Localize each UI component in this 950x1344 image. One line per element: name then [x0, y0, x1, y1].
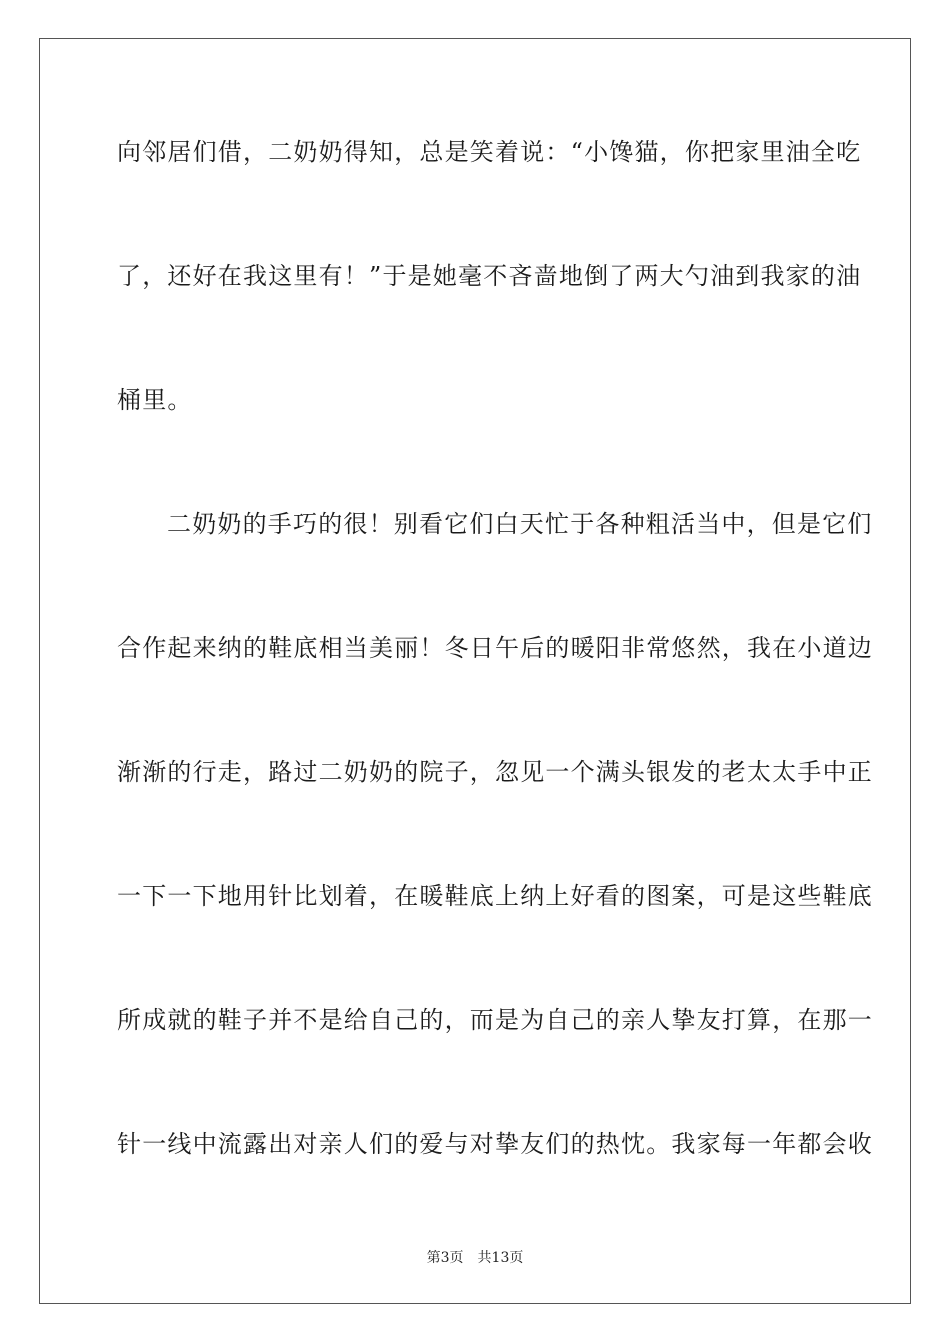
text-line-5: 合作起来纳的鞋底相当美丽！冬日午后的暖阳非常悠然，我在小道边	[117, 634, 873, 662]
text-line-4	[117, 509, 873, 539]
text-line-6: 渐渐的行走，路过二奶奶的院子，忽见一个满头银发的老太太手中正	[117, 758, 873, 786]
page-border	[39, 38, 911, 1304]
text-line-7: 一下一下地用针比划着，在暖鞋底上纳上好看的图案，可是这些鞋底	[117, 882, 873, 910]
text-line-1: 向邻居们借，二奶奶得知，总是笑着说：“小馋猫，你把家里油全吃	[117, 138, 862, 166]
text-line-8: 所成就的鞋子并不是给自己的，而是为自己的亲人挚友打算，在那一	[117, 1006, 873, 1034]
text-line-2: 了，还好在我这里有！”于是她毫不吝啬地倒了两大勺油到我家的油	[117, 262, 862, 290]
page-footer: 第3页 共13页	[426, 1250, 524, 1266]
text-line-4-content: 二奶奶的手巧的很！别看它们白天忙于各种粗活当中，但是它们	[167, 510, 873, 538]
text-line-9: 针一线中流露出对亲人们的爱与对挚友们的热忱。我家每一年都会收	[117, 1130, 873, 1158]
text-line-3: 桶里。	[117, 386, 193, 414]
